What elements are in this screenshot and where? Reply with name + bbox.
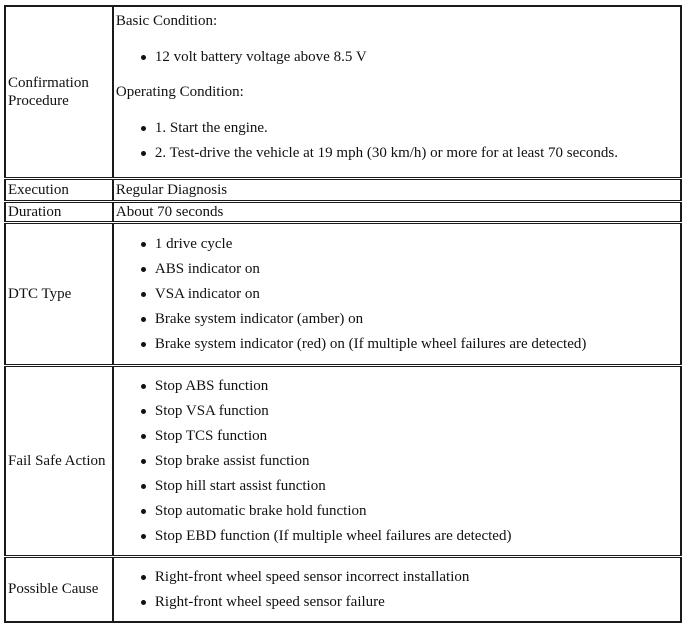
fail-safe-item: Stop TCS function [139,427,680,445]
operating-condition-item: 2. Test-drive the vehicle at 19 mph (30 km/h) or more for at least 70 seconds. [139,144,680,162]
label-duration: Duration [5,201,113,222]
possible-cause-list [116,568,680,611]
value-dtc-type [113,222,681,365]
operating-condition-item: 1. Start the engine. [139,119,680,137]
value-confirmation-procedure [113,6,681,178]
fail-safe-item: Stop EBD function (If multiple wheel failures are detected) [139,527,680,545]
row-fail-safe-action [5,365,681,556]
basic-condition-heading: Basic Condition: [115,13,218,29]
operating-condition-list [116,119,680,162]
dtc-type-item: Brake system indicator (amber) on [139,310,680,328]
value-execution: Regular Diagnosis [113,178,681,201]
fail-safe-item: Stop hill start assist function [139,477,680,495]
label-execution: Execution [5,178,113,201]
row-execution [5,178,681,201]
label-dtc-type: DTC Type [5,222,113,365]
dtc-type-item: 1 drive cycle [139,235,680,253]
dtc-info-table [4,5,682,623]
dtc-type-item: VSA indicator on [139,285,680,303]
row-possible-cause [5,556,681,622]
label-confirmation-procedure: Confirmation Procedure [5,6,113,178]
dtc-type-item: Brake system indicator (red) on (If multiple wheel failures are detected) [139,335,680,353]
basic-condition-item: 12 volt battery voltage above 8.5 V [139,48,680,66]
fail-safe-item: Stop automatic brake hold function [139,502,680,520]
label-fail-safe-action: Fail Safe Action [5,365,113,556]
possible-cause-item: Right-front wheel speed sensor incorrect installation [139,568,680,586]
value-duration: About 70 seconds [113,201,681,222]
value-fail-safe-action [113,365,681,556]
possible-cause-item: Right-front wheel speed sensor failure [139,593,680,611]
value-possible-cause [113,556,681,622]
row-duration [5,201,681,222]
row-confirmation-procedure [5,6,681,178]
fail-safe-list [116,377,680,545]
basic-condition-list [116,48,680,66]
dtc-type-list [116,235,680,353]
dtc-type-item: ABS indicator on [139,260,680,278]
fail-safe-item: Stop ABS function [139,377,680,395]
fail-safe-item: Stop VSA function [139,402,680,420]
row-dtc-type [5,222,681,365]
fail-safe-item: Stop brake assist function [139,452,680,470]
label-possible-cause: Possible Cause [5,556,113,622]
operating-condition-heading: Operating Condition: [115,84,244,100]
